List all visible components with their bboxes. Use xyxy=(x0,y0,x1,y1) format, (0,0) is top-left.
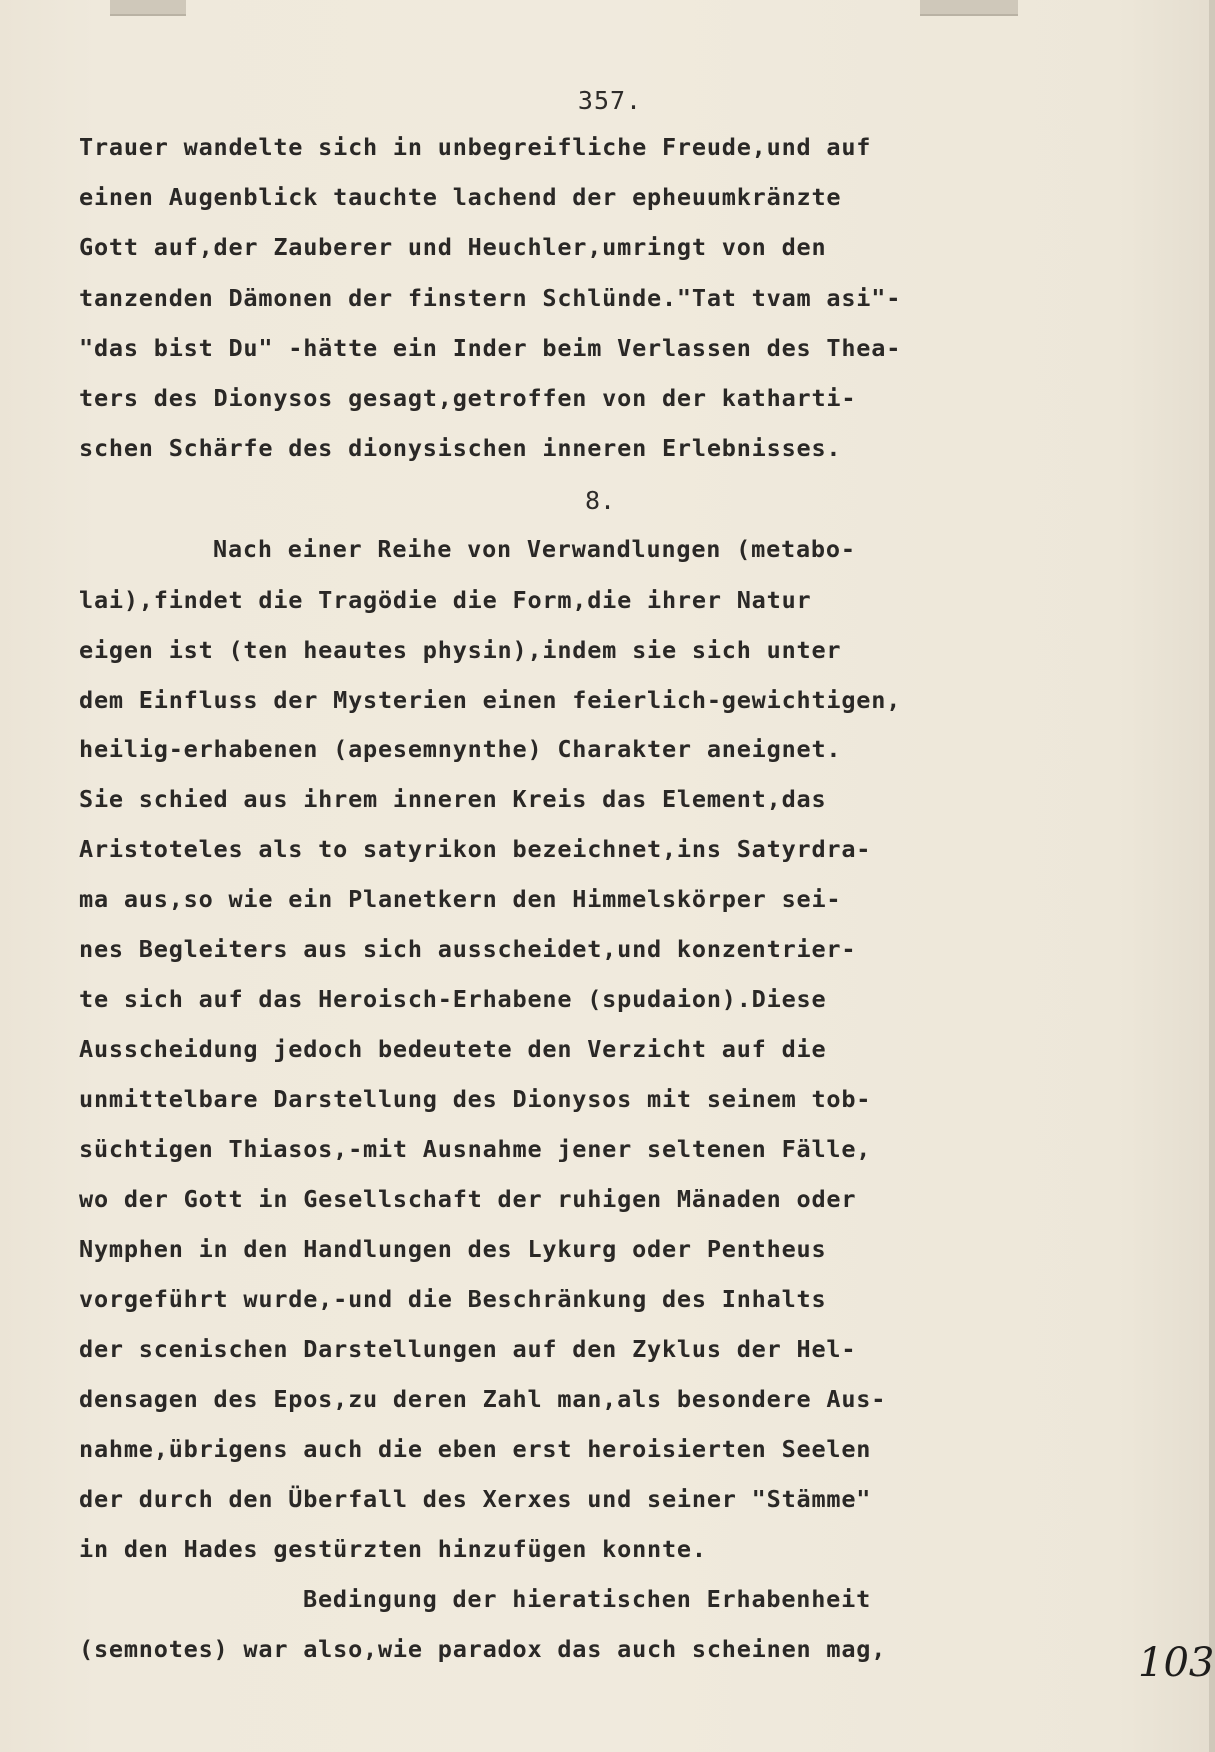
body-line-11: dem Einfluss der Mysterien einen feierlich-gewichtigen, xyxy=(79,686,902,714)
body-line-4: tanzenden Dämonen der finstern Schlünde."Tat tvam asi"- xyxy=(79,284,902,312)
scan-tab-left xyxy=(110,0,186,16)
body-line-21: wo der Gott in Gesellschaft der ruhigen Mänaden oder xyxy=(79,1185,857,1213)
body-line-30: (semnotes) war also,wie paradox das auch scheinen mag, xyxy=(79,1635,887,1663)
body-line-26: nahme,übrigens auch die eben erst heroisierten Seelen xyxy=(79,1435,872,1463)
body-line-27: der durch den Überfall des Xerxes und seiner "Stämme" xyxy=(79,1485,872,1513)
section-number: 8. xyxy=(584,486,616,515)
body-line-17: te sich auf das Heroisch-Erhabene (spudaion).Diese xyxy=(79,985,827,1013)
body-line-22: Nymphen in den Handlungen des Lykurg oder Pentheus xyxy=(79,1235,827,1263)
body-line-25: densagen des Epos,zu deren Zahl man,als besondere Aus- xyxy=(79,1385,887,1413)
body-line-8: Nach einer Reihe von Verwandlungen (metabo- xyxy=(213,535,856,563)
body-line-7: schen Schärfe des dionysischen inneren Erlebnisses. xyxy=(79,434,842,462)
body-line-9: lai),findet die Tragödie die Form,die ihrer Natur xyxy=(79,586,812,614)
body-line-19: unmittelbare Darstellung des Dionysos mit seinem tob- xyxy=(79,1085,872,1113)
body-line-10: eigen ist (ten heautes physin),indem sie sich unter xyxy=(79,636,842,664)
body-line-6: ters des Dionysos gesagt,getroffen von der katharti- xyxy=(79,384,857,412)
scan-edge xyxy=(1209,0,1215,1752)
body-line-2: einen Augenblick tauchte lachend der epheuumkränzte xyxy=(79,183,842,211)
body-line-23: vorgeführt wurde,-und die Beschränkung des Inhalts xyxy=(79,1285,827,1313)
scan-tab-right xyxy=(920,0,1018,16)
body-line-5: "das bist Du" -hätte ein Inder beim Verlassen des Thea- xyxy=(79,334,902,362)
body-line-29: Bedingung der hieratischen Erhabenheit xyxy=(303,1585,872,1613)
archive-number: 103 xyxy=(1138,1640,1215,1686)
body-line-12: heilig-erhabenen (apesemnynthe) Charakter aneignet. xyxy=(79,735,842,763)
body-line-20: süchtigen Thiasos,-mit Ausnahme jener seltenen Fälle, xyxy=(79,1135,872,1163)
body-line-3: Gott auf,der Zauberer und Heuchler,umringt von den xyxy=(79,233,827,261)
page-number: 357. xyxy=(577,86,643,115)
body-line-13: Sie schied aus ihrem inneren Kreis das Element,das xyxy=(79,785,827,813)
body-line-16: nes Begleiters aus sich ausscheidet,und konzentrier- xyxy=(79,935,857,963)
body-line-18: Ausscheidung jedoch bedeutete den Verzicht auf die xyxy=(79,1035,827,1063)
body-line-1: Trauer wandelte sich in unbegreifliche Freude,und auf xyxy=(79,133,872,161)
body-line-14: Aristoteles als to satyrikon bezeichnet,ins Satyrdra- xyxy=(79,835,872,863)
body-line-24: der scenischen Darstellungen auf den Zyklus der Hel- xyxy=(79,1335,857,1363)
body-line-28: in den Hades gestürzten hinzufügen konnte. xyxy=(79,1535,707,1563)
body-line-15: ma aus,so wie ein Planetkern den Himmelskörper sei- xyxy=(79,885,842,913)
